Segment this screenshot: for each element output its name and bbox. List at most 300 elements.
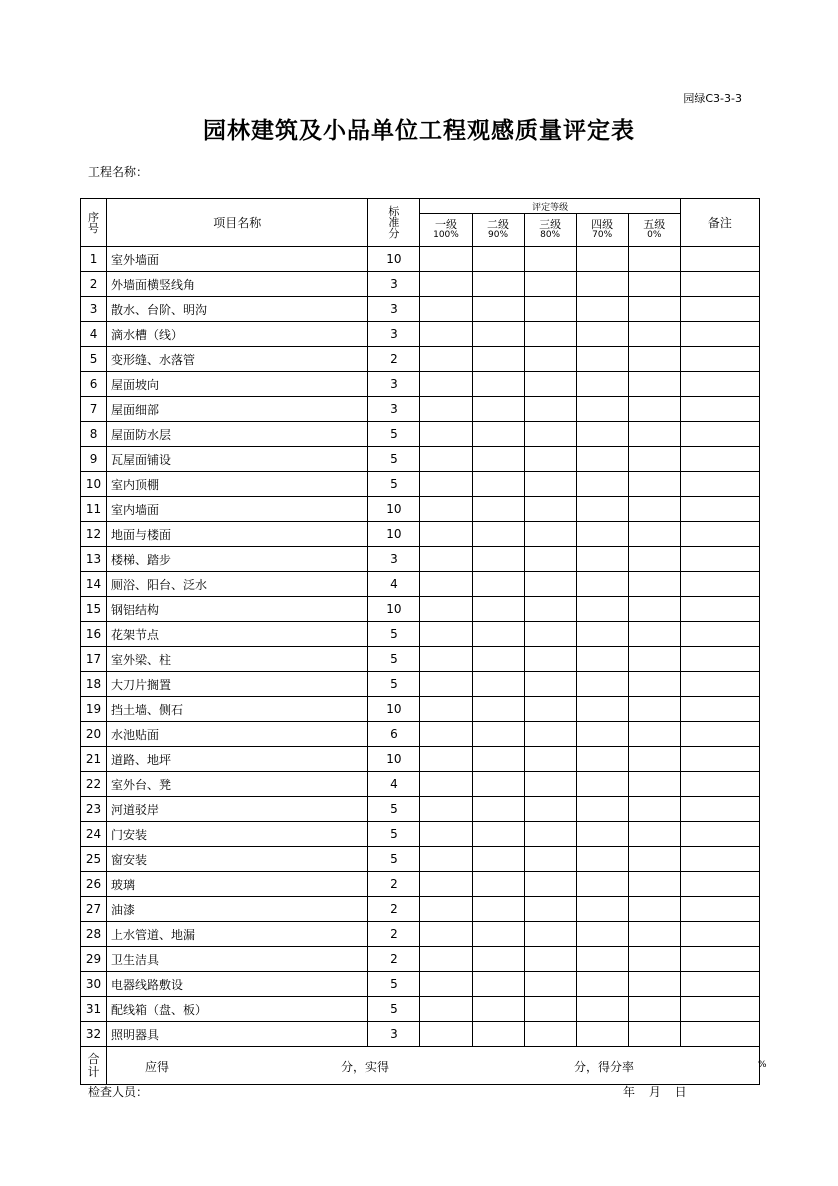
remark-cell[interactable] bbox=[680, 697, 759, 722]
grade-cell-4[interactable] bbox=[576, 647, 628, 672]
remark-cell[interactable] bbox=[680, 772, 759, 797]
row-number: 22 bbox=[81, 772, 107, 797]
grade-cell-3[interactable] bbox=[524, 372, 576, 397]
row-number: 5 bbox=[81, 347, 107, 372]
grade-cell-1[interactable] bbox=[420, 672, 472, 697]
grade-percent: 80% bbox=[540, 230, 561, 240]
item-name: 道路、地坪 bbox=[107, 747, 368, 772]
grade-cell-5[interactable] bbox=[628, 297, 680, 322]
grade-cell-3[interactable] bbox=[524, 722, 576, 747]
row-number: 1 bbox=[81, 247, 107, 272]
grade-cell-4[interactable] bbox=[576, 622, 628, 647]
standard-score: 5 bbox=[368, 447, 420, 472]
grade-cell-2[interactable] bbox=[472, 797, 524, 822]
grade-cell-5[interactable] bbox=[628, 872, 680, 897]
grade-cell-1[interactable] bbox=[420, 572, 472, 597]
item-name: 窗安装 bbox=[107, 847, 368, 872]
row-number: 29 bbox=[81, 947, 107, 972]
grade-cell-4[interactable] bbox=[576, 1022, 628, 1047]
item-name: 油漆 bbox=[107, 897, 368, 922]
grade-cell-5[interactable] bbox=[628, 522, 680, 547]
remark-cell[interactable] bbox=[680, 447, 759, 472]
standard-score: 5 bbox=[368, 997, 420, 1022]
grade-cell-1[interactable] bbox=[420, 472, 472, 497]
table-row bbox=[81, 497, 760, 522]
table-row bbox=[81, 997, 760, 1022]
page-title: 园林建筑及小品单位工程观感质量评定表 bbox=[203, 118, 635, 144]
grade-cell-3[interactable] bbox=[524, 847, 576, 872]
grade-cell-3[interactable] bbox=[524, 322, 576, 347]
row-number: 21 bbox=[81, 747, 107, 772]
table-row bbox=[81, 447, 760, 472]
summary-rate: 分，得分率 bbox=[574, 1060, 635, 1074]
grade-cell-4[interactable] bbox=[576, 322, 628, 347]
grade-cell-4[interactable] bbox=[576, 872, 628, 897]
row-number: 12 bbox=[81, 522, 107, 547]
grade-cell-4[interactable] bbox=[576, 397, 628, 422]
grade-cell-1[interactable] bbox=[420, 622, 472, 647]
grade-cell-5[interactable] bbox=[628, 272, 680, 297]
row-number: 14 bbox=[81, 572, 107, 597]
remark-cell[interactable] bbox=[680, 497, 759, 522]
grade-cell-4[interactable] bbox=[576, 847, 628, 872]
grade-cell-3[interactable] bbox=[524, 422, 576, 447]
remark-cell[interactable] bbox=[680, 372, 759, 397]
row-number: 4 bbox=[81, 322, 107, 347]
standard-score: 2 bbox=[368, 872, 420, 897]
grade-cell-3[interactable] bbox=[524, 747, 576, 772]
item-name: 大刀片搁置 bbox=[107, 672, 368, 697]
grade-cell-2[interactable] bbox=[472, 722, 524, 747]
row-number: 16 bbox=[81, 622, 107, 647]
grade-cell-3[interactable] bbox=[524, 922, 576, 947]
table-row bbox=[81, 347, 760, 372]
row-number: 18 bbox=[81, 672, 107, 697]
grade-label: 二级 bbox=[487, 218, 510, 231]
grade-cell-5[interactable] bbox=[628, 672, 680, 697]
grade-cell-3[interactable] bbox=[524, 822, 576, 847]
grade-cell-5[interactable] bbox=[628, 497, 680, 522]
grade-cell-2[interactable] bbox=[472, 1022, 524, 1047]
grade-cell-2[interactable] bbox=[472, 472, 524, 497]
grade-cell-4[interactable] bbox=[576, 997, 628, 1022]
grade-cell-5[interactable] bbox=[628, 422, 680, 447]
item-name: 室外墙面 bbox=[107, 247, 368, 272]
table-row bbox=[81, 472, 760, 497]
grade-cell-5[interactable] bbox=[628, 472, 680, 497]
grade-cell-3[interactable] bbox=[524, 397, 576, 422]
remark-cell[interactable] bbox=[680, 897, 759, 922]
remark-cell[interactable] bbox=[680, 397, 759, 422]
grade-cell-4[interactable] bbox=[576, 822, 628, 847]
row-number: 15 bbox=[81, 597, 107, 622]
table-row bbox=[81, 322, 760, 347]
grade-cell-1[interactable] bbox=[420, 697, 472, 722]
grade-cell-2[interactable] bbox=[472, 947, 524, 972]
grade-cell-2[interactable] bbox=[472, 272, 524, 297]
item-name: 外墙面横竖线角 bbox=[107, 272, 368, 297]
grade-label: 四级 bbox=[591, 218, 614, 231]
header-no-text: 序 号 bbox=[88, 210, 100, 235]
grade-cell-3[interactable] bbox=[524, 247, 576, 272]
grade-cell-3[interactable] bbox=[524, 497, 576, 522]
grade-cell-3[interactable] bbox=[524, 522, 576, 547]
remark-cell[interactable] bbox=[680, 722, 759, 747]
grade-cell-3[interactable] bbox=[524, 622, 576, 647]
grade-cell-5[interactable] bbox=[628, 822, 680, 847]
grade-cell-4[interactable] bbox=[576, 897, 628, 922]
table-row bbox=[81, 522, 760, 547]
grade-cell-1[interactable] bbox=[420, 722, 472, 747]
grade-cell-1[interactable] bbox=[420, 772, 472, 797]
item-name: 变形缝、水落管 bbox=[107, 347, 368, 372]
grade-cell-2[interactable] bbox=[472, 547, 524, 572]
table-row bbox=[81, 897, 760, 922]
standard-score: 5 bbox=[368, 622, 420, 647]
grade-cell-4[interactable] bbox=[576, 547, 628, 572]
grade-cell-2[interactable] bbox=[472, 572, 524, 597]
remark-cell[interactable] bbox=[680, 797, 759, 822]
grade-cell-4[interactable] bbox=[576, 497, 628, 522]
remark-cell[interactable] bbox=[680, 597, 759, 622]
grade-cell-2[interactable] bbox=[472, 422, 524, 447]
remark-cell[interactable] bbox=[680, 922, 759, 947]
grade-cell-5[interactable] bbox=[628, 372, 680, 397]
row-number: 11 bbox=[81, 497, 107, 522]
table-row bbox=[81, 822, 760, 847]
grade-cell-1[interactable] bbox=[420, 1022, 472, 1047]
standard-score: 2 bbox=[368, 347, 420, 372]
grade-cell-5[interactable] bbox=[628, 997, 680, 1022]
header-remark: 备注 bbox=[680, 199, 759, 247]
item-name: 电器线路敷设 bbox=[107, 972, 368, 997]
header-std-text: 标 准 分 bbox=[388, 205, 400, 240]
grade-cell-3[interactable] bbox=[524, 897, 576, 922]
remark-cell[interactable] bbox=[680, 672, 759, 697]
table-row bbox=[81, 872, 760, 897]
grade-cell-4[interactable] bbox=[576, 447, 628, 472]
remark-cell[interactable] bbox=[680, 1022, 759, 1047]
grade-cell-4[interactable] bbox=[576, 472, 628, 497]
grade-cell-2[interactable] bbox=[472, 297, 524, 322]
item-name: 钢铝结构 bbox=[107, 597, 368, 622]
grade-cell-5[interactable] bbox=[628, 697, 680, 722]
grade-cell-2[interactable] bbox=[472, 622, 524, 647]
grade-cell-3[interactable] bbox=[524, 597, 576, 622]
grade-cell-2[interactable] bbox=[472, 522, 524, 547]
standard-score: 3 bbox=[368, 297, 420, 322]
summary-should: 应得 bbox=[145, 1060, 170, 1074]
summary-cell bbox=[107, 1047, 767, 1085]
grade-cell-1[interactable] bbox=[420, 947, 472, 972]
remark-cell[interactable] bbox=[680, 272, 759, 297]
form-code: 园绿C3-3-3 bbox=[683, 92, 742, 105]
grade-percent: 90% bbox=[488, 230, 509, 240]
grade-cell-5[interactable] bbox=[628, 622, 680, 647]
grade-cell-4[interactable] bbox=[576, 722, 628, 747]
grade-cell-5[interactable] bbox=[628, 972, 680, 997]
grade-cell-1[interactable] bbox=[420, 422, 472, 447]
table-row bbox=[81, 422, 760, 447]
item-name: 楼梯、踏步 bbox=[107, 547, 368, 572]
remark-cell[interactable] bbox=[680, 297, 759, 322]
table-row bbox=[81, 672, 760, 697]
table-row bbox=[81, 597, 760, 622]
grade-label: 五级 bbox=[643, 218, 666, 231]
table-row bbox=[81, 397, 760, 422]
grade-cell-3[interactable] bbox=[524, 297, 576, 322]
table-row bbox=[81, 972, 760, 997]
grade-cell-3[interactable] bbox=[524, 1022, 576, 1047]
standard-score: 10 bbox=[368, 747, 420, 772]
remark-cell[interactable] bbox=[680, 522, 759, 547]
grade-cell-2[interactable] bbox=[472, 497, 524, 522]
grade-cell-1[interactable] bbox=[420, 647, 472, 672]
grade-cell-4[interactable] bbox=[576, 297, 628, 322]
grade-cell-5[interactable] bbox=[628, 947, 680, 972]
grade-cell-5[interactable] bbox=[628, 247, 680, 272]
grade-cell-5[interactable] bbox=[628, 722, 680, 747]
grade-cell-5[interactable] bbox=[628, 322, 680, 347]
standard-score: 5 bbox=[368, 472, 420, 497]
grade-cell-1[interactable] bbox=[420, 272, 472, 297]
grade-cell-5[interactable] bbox=[628, 847, 680, 872]
grade-cell-1[interactable] bbox=[420, 372, 472, 397]
grade-cell-2[interactable] bbox=[472, 597, 524, 622]
grade-cell-5[interactable] bbox=[628, 397, 680, 422]
grade-cell-3[interactable] bbox=[524, 797, 576, 822]
row-number: 25 bbox=[81, 847, 107, 872]
grade-cell-5[interactable] bbox=[628, 597, 680, 622]
grade-cell-4[interactable] bbox=[576, 972, 628, 997]
row-number: 13 bbox=[81, 547, 107, 572]
remark-cell[interactable] bbox=[680, 822, 759, 847]
grade-cell-1[interactable] bbox=[420, 972, 472, 997]
grade-cell-3[interactable] bbox=[524, 647, 576, 672]
row-number: 26 bbox=[81, 872, 107, 897]
item-name: 屋面防水层 bbox=[107, 422, 368, 447]
grade-cell-2[interactable] bbox=[472, 972, 524, 997]
header-name: 项目名称 bbox=[107, 199, 368, 247]
standard-score: 2 bbox=[368, 922, 420, 947]
remark-cell[interactable] bbox=[680, 247, 759, 272]
remark-cell[interactable] bbox=[680, 572, 759, 597]
grade-cell-5[interactable] bbox=[628, 897, 680, 922]
grade-cell-5[interactable] bbox=[628, 922, 680, 947]
grade-cell-1[interactable] bbox=[420, 872, 472, 897]
grade-cell-2[interactable] bbox=[472, 322, 524, 347]
row-number: 10 bbox=[81, 472, 107, 497]
grade-cell-5[interactable] bbox=[628, 747, 680, 772]
project-name-label: 工程名称： bbox=[88, 165, 149, 179]
grade-cell-5[interactable] bbox=[628, 797, 680, 822]
item-name: 水池贴面 bbox=[107, 722, 368, 747]
grade-cell-4[interactable] bbox=[576, 672, 628, 697]
grade-cell-4[interactable] bbox=[576, 597, 628, 622]
grade-cell-2[interactable] bbox=[472, 247, 524, 272]
grade-cell-2[interactable] bbox=[472, 347, 524, 372]
grade-cell-4[interactable] bbox=[576, 522, 628, 547]
grade-cell-1[interactable] bbox=[420, 322, 472, 347]
remark-cell[interactable] bbox=[680, 347, 759, 372]
standard-score: 4 bbox=[368, 572, 420, 597]
grade-header-3 bbox=[524, 214, 576, 247]
grade-cell-3[interactable] bbox=[524, 672, 576, 697]
grade-cell-3[interactable] bbox=[524, 547, 576, 572]
grade-cell-2[interactable] bbox=[472, 397, 524, 422]
grade-cell-5[interactable] bbox=[628, 1022, 680, 1047]
grade-cell-1[interactable] bbox=[420, 822, 472, 847]
remark-cell[interactable] bbox=[680, 947, 759, 972]
remark-cell[interactable] bbox=[680, 872, 759, 897]
grade-cell-3[interactable] bbox=[524, 997, 576, 1022]
grade-cell-4[interactable] bbox=[576, 272, 628, 297]
grade-cell-1[interactable] bbox=[420, 347, 472, 372]
grade-cell-3[interactable] bbox=[524, 697, 576, 722]
grade-cell-5[interactable] bbox=[628, 772, 680, 797]
item-name: 瓦屋面铺设 bbox=[107, 447, 368, 472]
header-grade-group: 评定等级 bbox=[420, 199, 680, 214]
row-number: 24 bbox=[81, 822, 107, 847]
item-name: 室外梁、柱 bbox=[107, 647, 368, 672]
remark-cell[interactable] bbox=[680, 647, 759, 672]
grade-percent: 100% bbox=[433, 230, 459, 240]
table-row bbox=[81, 647, 760, 672]
standard-score: 10 bbox=[368, 697, 420, 722]
table-row bbox=[81, 622, 760, 647]
grade-cell-1[interactable] bbox=[420, 597, 472, 622]
remark-cell[interactable] bbox=[680, 847, 759, 872]
header-no bbox=[81, 199, 107, 247]
grade-cell-1[interactable] bbox=[420, 897, 472, 922]
grade-cell-1[interactable] bbox=[420, 747, 472, 772]
grade-cell-1[interactable] bbox=[420, 297, 472, 322]
grade-cell-4[interactable] bbox=[576, 697, 628, 722]
remark-cell[interactable] bbox=[680, 622, 759, 647]
grade-cell-3[interactable] bbox=[524, 872, 576, 897]
grade-cell-2[interactable] bbox=[472, 647, 524, 672]
grade-cell-4[interactable] bbox=[576, 747, 628, 772]
grade-cell-2[interactable] bbox=[472, 672, 524, 697]
grade-cell-1[interactable] bbox=[420, 522, 472, 547]
grade-percent: 0% bbox=[647, 230, 662, 240]
standard-score: 5 bbox=[368, 847, 420, 872]
grade-cell-1[interactable] bbox=[420, 847, 472, 872]
grade-cell-3[interactable] bbox=[524, 972, 576, 997]
standard-score: 10 bbox=[368, 247, 420, 272]
grade-cell-2[interactable] bbox=[472, 447, 524, 472]
item-name: 玻璃 bbox=[107, 872, 368, 897]
row-number: 7 bbox=[81, 397, 107, 422]
grade-label: 三级 bbox=[539, 218, 562, 231]
grade-cell-4[interactable] bbox=[576, 347, 628, 372]
grade-cell-5[interactable] bbox=[628, 647, 680, 672]
grade-cell-1[interactable] bbox=[420, 547, 472, 572]
row-number: 20 bbox=[81, 722, 107, 747]
summary-label bbox=[81, 1047, 107, 1085]
grade-cell-1[interactable] bbox=[420, 447, 472, 472]
grade-cell-3[interactable] bbox=[524, 572, 576, 597]
grade-cell-5[interactable] bbox=[628, 572, 680, 597]
grade-cell-4[interactable] bbox=[576, 772, 628, 797]
table-row bbox=[81, 547, 760, 572]
grade-cell-5[interactable] bbox=[628, 447, 680, 472]
remark-cell[interactable] bbox=[680, 322, 759, 347]
remark-cell[interactable] bbox=[680, 547, 759, 572]
grade-cell-2[interactable] bbox=[472, 747, 524, 772]
grade-cell-2[interactable] bbox=[472, 872, 524, 897]
grade-cell-2[interactable] bbox=[472, 372, 524, 397]
table-row bbox=[81, 1022, 760, 1047]
item-name: 室内顶棚 bbox=[107, 472, 368, 497]
grade-cell-1[interactable] bbox=[420, 397, 472, 422]
grade-cell-4[interactable] bbox=[576, 572, 628, 597]
row-number: 28 bbox=[81, 922, 107, 947]
grade-cell-5[interactable] bbox=[628, 347, 680, 372]
grade-cell-2[interactable] bbox=[472, 697, 524, 722]
grade-cell-4[interactable] bbox=[576, 797, 628, 822]
grade-cell-4[interactable] bbox=[576, 922, 628, 947]
grade-cell-4[interactable] bbox=[576, 372, 628, 397]
grade-cell-5[interactable] bbox=[628, 547, 680, 572]
row-number: 9 bbox=[81, 447, 107, 472]
summary-label-text: 合 计 bbox=[87, 1051, 100, 1079]
grade-cell-3[interactable] bbox=[524, 772, 576, 797]
remark-cell[interactable] bbox=[680, 472, 759, 497]
grade-cell-4[interactable] bbox=[576, 422, 628, 447]
grade-cell-1[interactable] bbox=[420, 247, 472, 272]
table-row bbox=[81, 847, 760, 872]
remark-cell[interactable] bbox=[680, 972, 759, 997]
standard-score: 5 bbox=[368, 422, 420, 447]
grade-cell-2[interactable] bbox=[472, 772, 524, 797]
grade-cell-2[interactable] bbox=[472, 997, 524, 1022]
grade-cell-4[interactable] bbox=[576, 947, 628, 972]
remark-cell[interactable] bbox=[680, 997, 759, 1022]
remark-cell[interactable] bbox=[680, 422, 759, 447]
grade-cell-1[interactable] bbox=[420, 797, 472, 822]
grade-cell-3[interactable] bbox=[524, 272, 576, 297]
grade-cell-1[interactable] bbox=[420, 997, 472, 1022]
grade-header-1 bbox=[420, 214, 472, 247]
standard-score: 5 bbox=[368, 672, 420, 697]
grade-cell-3[interactable] bbox=[524, 947, 576, 972]
grade-cell-3[interactable] bbox=[524, 472, 576, 497]
item-name: 上水管道、地漏 bbox=[107, 922, 368, 947]
grade-cell-2[interactable] bbox=[472, 922, 524, 947]
grade-cell-2[interactable] bbox=[472, 847, 524, 872]
row-number: 6 bbox=[81, 372, 107, 397]
row-number: 3 bbox=[81, 297, 107, 322]
standard-score: 5 bbox=[368, 797, 420, 822]
table-row bbox=[81, 372, 760, 397]
grade-cell-4[interactable] bbox=[576, 247, 628, 272]
grade-cell-2[interactable] bbox=[472, 822, 524, 847]
grade-cell-2[interactable] bbox=[472, 897, 524, 922]
standard-score: 3 bbox=[368, 322, 420, 347]
grade-cell-3[interactable] bbox=[524, 347, 576, 372]
standard-score: 10 bbox=[368, 497, 420, 522]
grade-cell-1[interactable] bbox=[420, 922, 472, 947]
grade-cell-1[interactable] bbox=[420, 497, 472, 522]
grade-cell-3[interactable] bbox=[524, 447, 576, 472]
item-name: 挡土墙、侧石 bbox=[107, 697, 368, 722]
standard-score: 3 bbox=[368, 1022, 420, 1047]
table-row bbox=[81, 572, 760, 597]
item-name: 河道驳岸 bbox=[107, 797, 368, 822]
remark-cell[interactable] bbox=[680, 747, 759, 772]
item-name: 花架节点 bbox=[107, 622, 368, 647]
